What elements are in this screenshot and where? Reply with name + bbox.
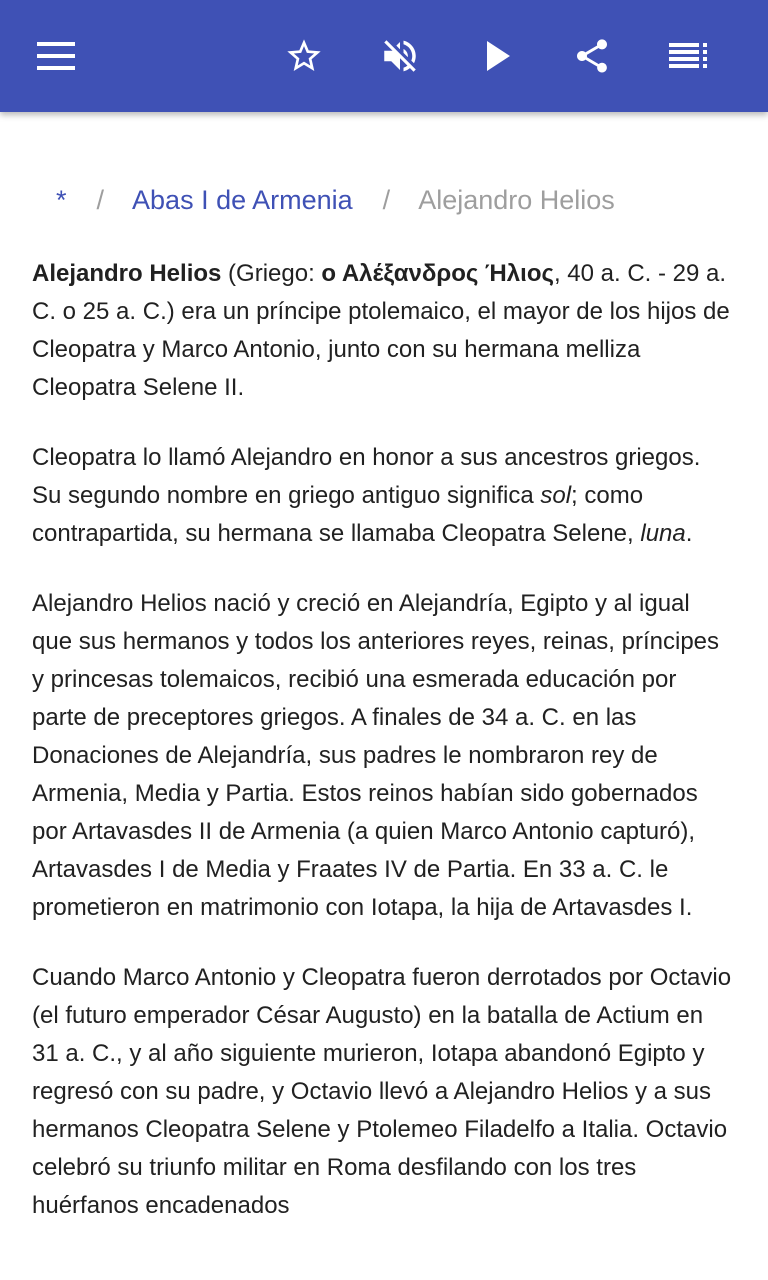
playlist-icon — [669, 43, 707, 69]
article-paragraph-4: Cuando Marco Antonio y Cleopatra fueron derrotados por Octavio (el futuro emperador César Augusto) en la batalla de Actium en 31 a. C., y al año siguiente murieron, Iotapa abandonó Egipto y regresó con su padre, y Octavio llevó a Alejandro Helios y a sus hermanos Cleopatra Selene y Ptolemeo Filadelfo a Italia. Octavio celebró su triunfo militar en Roma desfilando con los tres huérfanos encadenados — [32, 964, 732, 1219]
article-text: ; como contrapartida, su hermana se llamaba Cleopatra Selene, — [32, 482, 644, 547]
app-toolbar — [0, 0, 768, 112]
play-button[interactable] — [466, 24, 530, 88]
mute-button[interactable] — [368, 24, 432, 88]
italic-term-luna: luna — [640, 520, 686, 547]
article-paragraph-2 — [32, 439, 736, 553]
share-icon — [572, 35, 612, 77]
breadcrumb — [56, 182, 615, 218]
article-text: . — [685, 520, 693, 547]
content-area — [0, 112, 768, 1280]
article-text: , 40 a. C. - 29 a. C. o 25 a. C.) era un príncipe ptolemaico, el mayor de los hijos de Cleopatra y Marco Antonio, junto con su hermana melliza Cleopatra Selene II. — [32, 260, 730, 401]
volume-off-icon — [379, 35, 421, 77]
article-paragraph-1 — [32, 255, 736, 407]
share-button[interactable] — [560, 24, 624, 88]
article-text: Cleopatra lo llamó Alejandro en honor a sus ancestros griegos. Su segundo nombre en griego antiguo significa — [32, 444, 701, 509]
menu-button[interactable] — [24, 24, 88, 88]
star-outline-icon — [284, 36, 324, 76]
italic-term-sol: sol — [540, 482, 572, 509]
play-icon — [484, 40, 512, 72]
article-body — [32, 255, 736, 1257]
article-text: (Griego: — [221, 260, 322, 287]
contents-button[interactable] — [656, 24, 720, 88]
article-title: Alejandro Helios — [32, 260, 222, 287]
breadcrumb-parent-link[interactable]: Abas I de Armenia — [132, 184, 353, 215]
breadcrumb-current: Alejandro Helios — [418, 184, 615, 215]
breadcrumb-separator: / — [96, 184, 105, 215]
menu-icon — [37, 42, 75, 70]
favorite-button[interactable] — [272, 24, 336, 88]
breadcrumb-separator: / — [382, 184, 391, 215]
article-paragraph-3: Alejandro Helios nació y creció en Alejandría, Egipto y al igual que sus hermanos y todos los anteriores reyes, reinas, príncipes y princesas tolemaicos, recibió una esmerada educación por parte de preceptores griegos. A finales de 34 a. C. en las Donaciones de Alejandría, sus padres le nombraron rey de Armenia, Media y Partia. Estos reinos habían sido gobernados por Artavasdes II de Armenia (a quien Marco Antonio capturó), Artavasdes I de Media y Fraates IV de Partia. En 33 a. C. le prometieron en matrimonio con Iotapa, la hija de Artavasdes I. — [32, 590, 720, 921]
greek-name: ο Αλέξανδρος Ήλιος — [321, 260, 554, 287]
breadcrumb-home-link[interactable]: * — [56, 184, 67, 215]
